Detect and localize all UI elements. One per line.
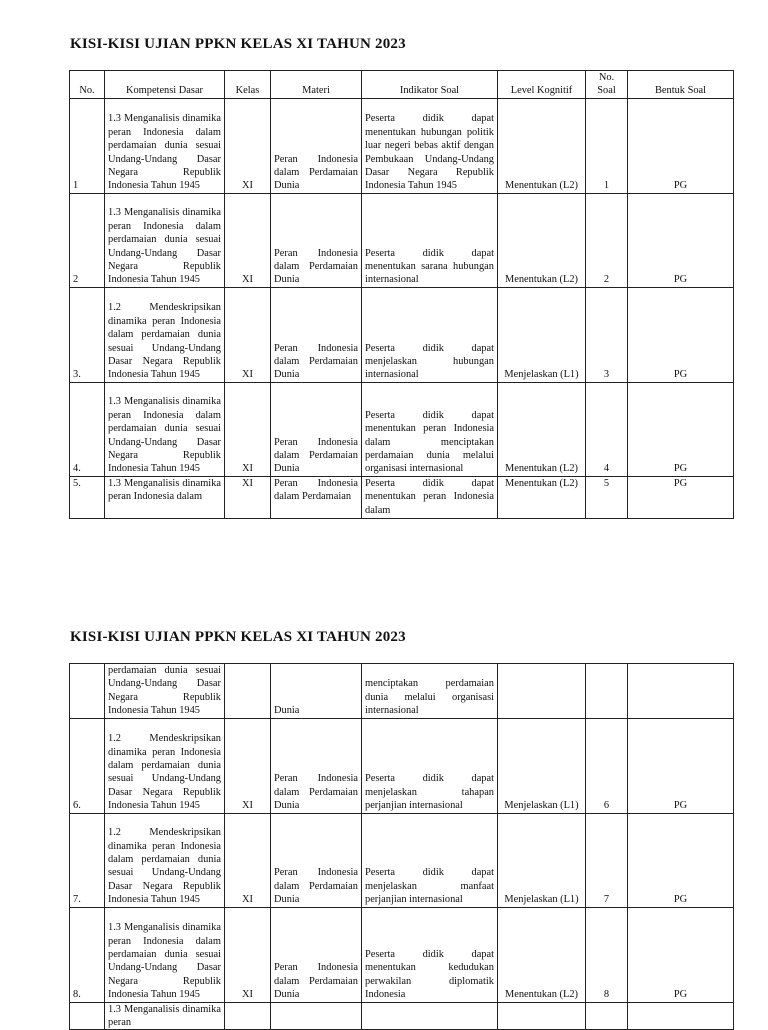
table-row bbox=[70, 287, 734, 382]
cell-level-kognitif bbox=[498, 664, 586, 719]
cell-indikator-soal: Peserta didik dapat menjelaskan hubungan internasional bbox=[362, 287, 498, 382]
page-title-2: KISI-KISI UJIAN PPKN KELAS XI TAHUN 2023 bbox=[70, 629, 406, 645]
cell-no: 5. bbox=[70, 476, 105, 518]
cell-materi: Dunia bbox=[271, 664, 362, 719]
cell-kelas: XI bbox=[225, 382, 271, 476]
cell-level-kognitif bbox=[498, 1002, 586, 1030]
cell-no-soal bbox=[586, 664, 628, 719]
cell-indikator-soal: Peserta didik dapat menjelaskan manfaat perjanjian internasional bbox=[362, 813, 498, 907]
cell-materi: Peran Indonesia dalam Perdamaian Dunia bbox=[271, 718, 362, 813]
cell-kelas bbox=[225, 1002, 271, 1030]
cell-level-kognitif: Menentukan (L2) bbox=[498, 98, 586, 193]
cell-level-kognitif: Menentukan (L2) bbox=[498, 193, 586, 287]
header-indikator-soal: Indikator Soal bbox=[362, 71, 498, 99]
header-materi: Materi bbox=[271, 71, 362, 99]
cell-no: 2 bbox=[70, 193, 105, 287]
cell-bentuk-soal: PG bbox=[628, 718, 734, 813]
table-row bbox=[70, 1002, 734, 1030]
cell-level-kognitif: Menjelaskan (L1) bbox=[498, 718, 586, 813]
kisi-table-page-2 bbox=[69, 663, 734, 1030]
cell-kelas: XI bbox=[225, 193, 271, 287]
cell-bentuk-soal: PG bbox=[628, 907, 734, 1002]
cell-bentuk-soal: PG bbox=[628, 813, 734, 907]
cell-no: 8. bbox=[70, 907, 105, 1002]
cell-materi: Peran Indonesia dalam Perdamaian Dunia bbox=[271, 193, 362, 287]
cell-materi: Peran Indonesia dalam Perdamaian Dunia bbox=[271, 382, 362, 476]
cell-kelas: XI bbox=[225, 907, 271, 1002]
table-row bbox=[70, 382, 734, 476]
cell-indikator-soal: Peserta didik dapat menjelaskan tahapan perjanjian internasional bbox=[362, 718, 498, 813]
cell-materi bbox=[271, 1002, 362, 1030]
cell-kelas: XI bbox=[225, 476, 271, 518]
cell-kelas: XI bbox=[225, 813, 271, 907]
cell-bentuk-soal bbox=[628, 1002, 734, 1030]
cell-level-kognitif: Menentukan (L2) bbox=[498, 382, 586, 476]
cell-no-soal: 7 bbox=[586, 813, 628, 907]
cell-no bbox=[70, 664, 105, 719]
cell-kelas: XI bbox=[225, 718, 271, 813]
cell-kompetensi-dasar: 1.3 Menganalisis dinamika peran Indonesia dalam perdamaian dunia sesuai Undang-Undang Dasar Negara Republik Indonesia Tahun 1945 bbox=[105, 193, 225, 287]
cell-level-kognitif: Menentukan (L2) bbox=[498, 907, 586, 1002]
cell-no-soal: 3 bbox=[586, 287, 628, 382]
cell-no-soal: 2 bbox=[586, 193, 628, 287]
header-no-soal: No. Soal bbox=[586, 71, 628, 99]
header-no: No. bbox=[70, 71, 105, 99]
cell-kompetensi-dasar: 1.2 Mendeskripsikan dinamika peran Indonesia dalam perdamaian dunia sesuai Undang-Undang Dasar Negara Republik Indonesia Tahun 1945 bbox=[105, 718, 225, 813]
header-level-kognitif: Level Kognitif bbox=[498, 71, 586, 99]
table-row bbox=[70, 718, 734, 813]
cell-no: 6. bbox=[70, 718, 105, 813]
cell-kompetensi-dasar: 1.2 Mendeskripsikan dinamika peran Indonesia dalam perdamaian dunia sesuai Undang-Undang Dasar Negara Republik Indonesia Tahun 1945 bbox=[105, 287, 225, 382]
cell-kompetensi-dasar: 1.3 Menganalisis dinamika peran Indonesia dalam bbox=[105, 476, 225, 518]
cell-kompetensi-dasar: 1.3 Menganalisis dinamika peran Indonesia dalam perdamaian dunia sesuai Undang-Undang Dasar Negara Republik Indonesia Tahun 1945 bbox=[105, 98, 225, 193]
cell-materi: Peran Indonesia dalam Perdamaian Dunia bbox=[271, 98, 362, 193]
cell-bentuk-soal: PG bbox=[628, 287, 734, 382]
header-bentuk-soal: Bentuk Soal bbox=[628, 71, 734, 99]
cell-no-soal: 4 bbox=[586, 382, 628, 476]
cell-level-kognitif: Menjelaskan (L1) bbox=[498, 287, 586, 382]
cell-level-kognitif: Menentukan (L2) bbox=[498, 476, 586, 518]
page-title: KISI-KISI UJIAN PPKN KELAS XI TAHUN 2023 bbox=[70, 36, 406, 52]
cell-kelas bbox=[225, 664, 271, 719]
cell-indikator-soal: menciptakan perdamaian dunia melalui organisasi internasional bbox=[362, 664, 498, 719]
cell-bentuk-soal: PG bbox=[628, 382, 734, 476]
cell-kelas: XI bbox=[225, 287, 271, 382]
cell-bentuk-soal: PG bbox=[628, 476, 734, 518]
header-kelas: Kelas bbox=[225, 71, 271, 99]
cell-no: 4. bbox=[70, 382, 105, 476]
cell-indikator-soal bbox=[362, 1002, 498, 1030]
cell-no: 1 bbox=[70, 98, 105, 193]
cell-bentuk-soal: PG bbox=[628, 193, 734, 287]
cell-no-soal: 1 bbox=[586, 98, 628, 193]
cell-indikator-soal: Peserta didik dapat menentukan kedudukan perwakilan diplomatik Indonesia bbox=[362, 907, 498, 1002]
table-header-row bbox=[70, 71, 734, 99]
cell-level-kognitif: Menjelaskan (L1) bbox=[498, 813, 586, 907]
kisi-table-page-1 bbox=[69, 70, 734, 519]
cell-indikator-soal: Peserta didik dapat menentukan peran Indonesia dalam menciptakan perdamaian dunia melalui organisasi internasional bbox=[362, 382, 498, 476]
cell-no-soal: 8 bbox=[586, 907, 628, 1002]
cell-indikator-soal: Peserta didik dapat menentukan sarana hubungan internasional bbox=[362, 193, 498, 287]
cell-materi: Peran Indonesia dalam Perdamaian bbox=[271, 476, 362, 518]
cell-no: 3. bbox=[70, 287, 105, 382]
table-row bbox=[70, 476, 734, 518]
table-row bbox=[70, 907, 734, 1002]
cell-materi: Peran Indonesia dalam Perdamaian Dunia bbox=[271, 287, 362, 382]
cell-bentuk-soal bbox=[628, 664, 734, 719]
table-row bbox=[70, 813, 734, 907]
table-row bbox=[70, 193, 734, 287]
cell-indikator-soal: Peserta didik dapat menentukan peran Indonesia dalam bbox=[362, 476, 498, 518]
cell-materi: Peran Indonesia dalam Perdamaian Dunia bbox=[271, 907, 362, 1002]
cell-kompetensi-dasar: 1.3 Menganalisis dinamika peran Indonesia dalam perdamaian dunia sesuai Undang-Undang Dasar Negara Republik Indonesia Tahun 1945 bbox=[105, 907, 225, 1002]
cell-materi: Peran Indonesia dalam Perdamaian Dunia bbox=[271, 813, 362, 907]
cell-indikator-soal: Peserta didik dapat menentukan hubungan politik luar negeri bebas aktif dengan Pembukaan Undang-Undang Dasar Negara Republik Indonesia Tahun 1945 bbox=[362, 98, 498, 193]
table-row bbox=[70, 664, 734, 719]
cell-no-soal: 6 bbox=[586, 718, 628, 813]
header-kompetensi-dasar: Kompetensi Dasar bbox=[105, 71, 225, 99]
cell-kelas: XI bbox=[225, 98, 271, 193]
cell-kompetensi-dasar: 1.2 Mendeskripsikan dinamika peran Indonesia dalam perdamaian dunia sesuai Undang-Undang Dasar Negara Republik Indonesia Tahun 1945 bbox=[105, 813, 225, 907]
cell-no bbox=[70, 1002, 105, 1030]
cell-kompetensi-dasar: 1.3 Menganalisis dinamika peran Indonesia dalam perdamaian dunia sesuai Undang-Undang Dasar Negara Republik Indonesia Tahun 1945 bbox=[105, 382, 225, 476]
cell-no-soal: 5 bbox=[586, 476, 628, 518]
cell-kompetensi-dasar: 1.3 Menganalisis dinamika peran bbox=[105, 1002, 225, 1030]
cell-no: 7. bbox=[70, 813, 105, 907]
cell-kompetensi-dasar: perdamaian dunia sesuai Undang-Undang Dasar Negara Republik Indonesia Tahun 1945 bbox=[105, 664, 225, 719]
cell-bentuk-soal: PG bbox=[628, 98, 734, 193]
cell-no-soal bbox=[586, 1002, 628, 1030]
table-row bbox=[70, 98, 734, 193]
